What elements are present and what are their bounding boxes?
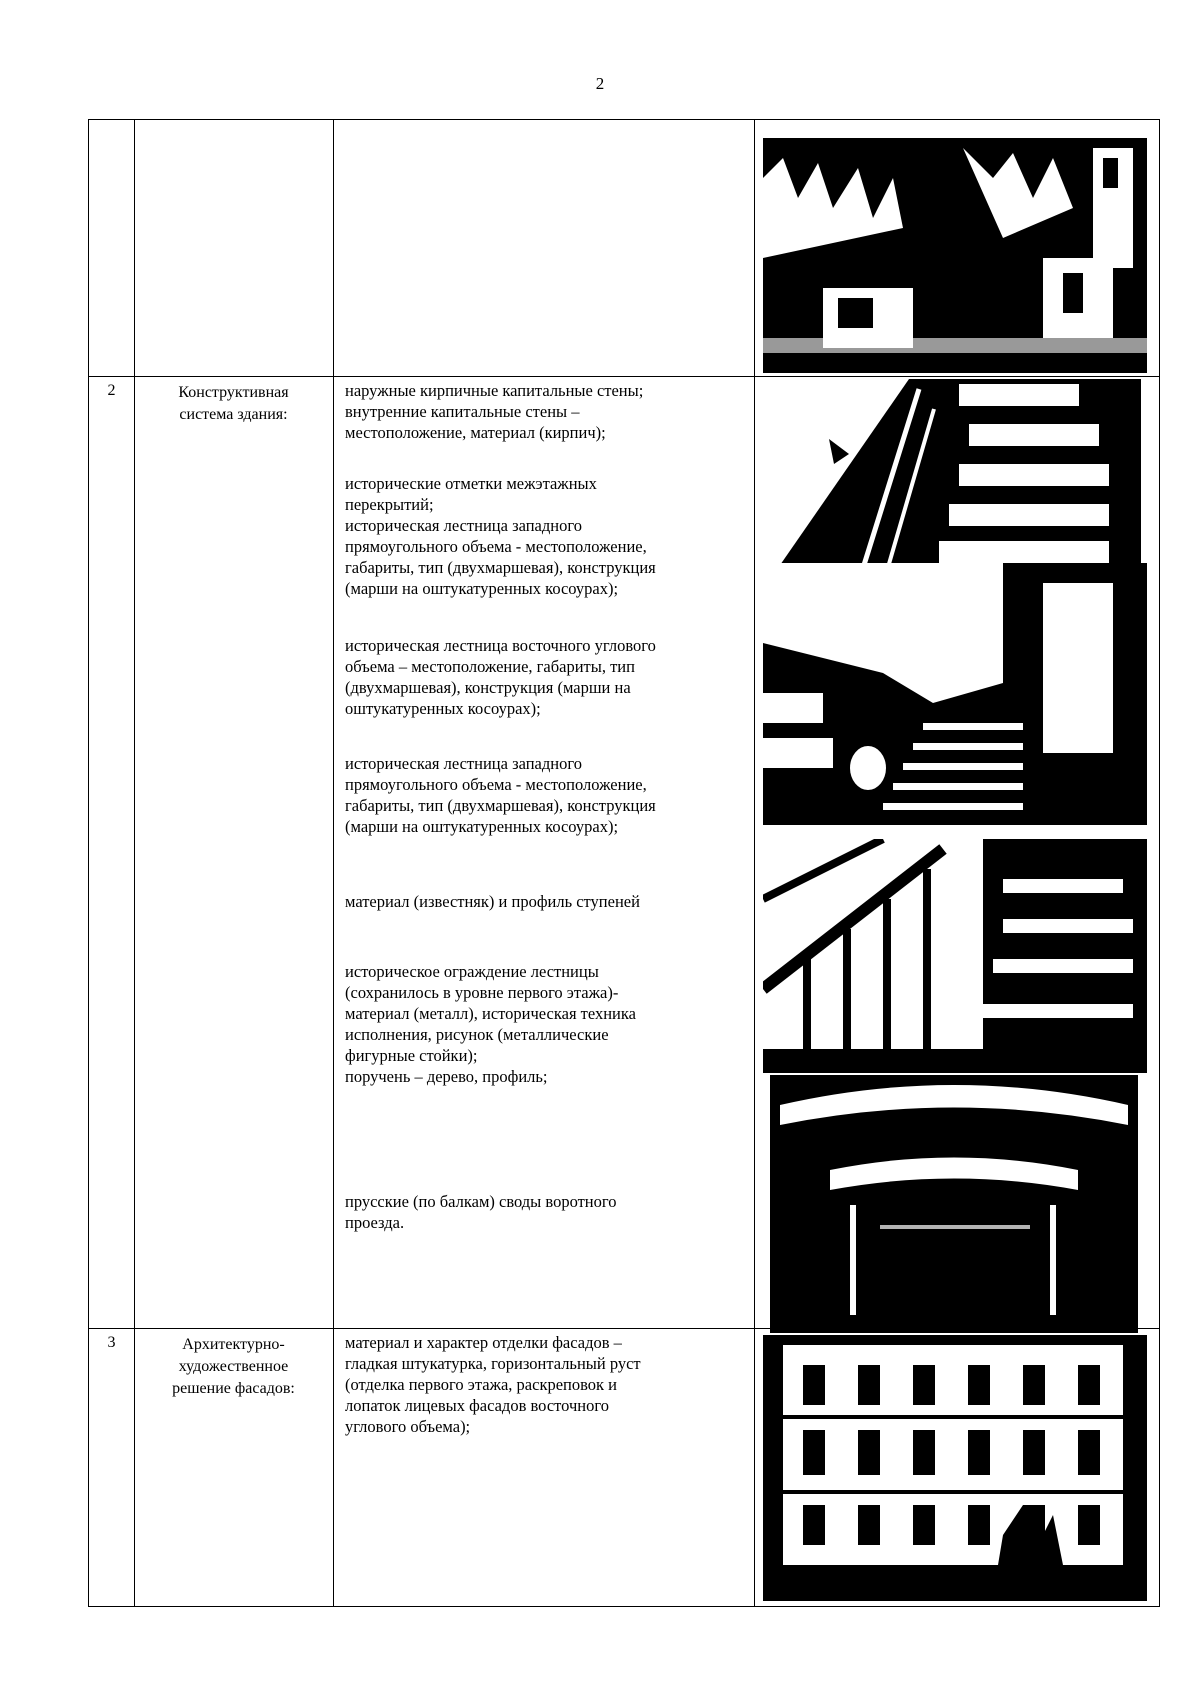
row-number: 2: [107, 382, 116, 399]
row-title: [134, 382, 333, 426]
description-paragraph: [345, 961, 745, 1087]
text-line: углового объема);: [345, 1417, 471, 1436]
text-line: габариты, тип (двухмаршевая), конструкция: [345, 558, 656, 577]
text-line: наружные кирпичные капитальные стены;: [345, 381, 644, 400]
page-number: 2: [595, 74, 605, 93]
description-paragraph: [345, 753, 745, 837]
photo-stair-railing-icon: [763, 839, 1147, 1073]
text-line: исполнения, рисунок (металлические: [345, 1025, 609, 1044]
text-line: (марши на оштукатуренных косоурах);: [345, 817, 619, 836]
description-paragraph: [345, 473, 745, 599]
text-line: габариты, тип (двухмаршевая), конструкция: [345, 796, 656, 815]
photo-facade-icon: [763, 1335, 1147, 1601]
text-line: историческая лестница восточного углового: [345, 636, 656, 655]
text-line: (отделка первого этажа, раскреповок и: [345, 1375, 618, 1394]
text-line: историческая лестница западного: [345, 516, 582, 535]
text-line: лопаток лицевых фасадов восточного: [345, 1396, 609, 1415]
photo-vaulted-passage-icon: [770, 1075, 1138, 1333]
text-line: проезда.: [345, 1213, 405, 1232]
text-line: (сохранилось в уровне первого этажа)-: [345, 983, 619, 1002]
photo-staircase-west-icon: [769, 379, 1141, 581]
text-line: материал (металл), историческая техника: [345, 1004, 636, 1023]
text-line: (двухмаршевая), конструкция (марши на: [345, 678, 631, 697]
description-paragraph: [345, 1332, 745, 1437]
text-line: прямоугольного объема - местоположение,: [345, 775, 647, 794]
photo-courtyard-trees-icon: [763, 138, 1147, 373]
text-line: прямоугольного объема - местоположение,: [345, 537, 647, 556]
description-paragraph: [345, 891, 745, 912]
photo-staircase-east-icon: [763, 563, 1147, 825]
description-paragraph: [345, 635, 745, 719]
text-line: фигурные стойки);: [345, 1046, 478, 1065]
text-line: оштукатуренных косоурах);: [345, 699, 541, 718]
row-title-line: Архитектурно-: [182, 1336, 285, 1353]
column-divider: [333, 120, 334, 1606]
heritage-table: [88, 119, 1160, 1607]
text-line: гладкая штукатурка, горизонтальный руст: [345, 1354, 641, 1373]
row-title-line: система здания:: [179, 406, 288, 423]
text-line: поручень – дерево, профиль;: [345, 1067, 548, 1086]
row-title-line: художественное: [178, 1358, 289, 1375]
text-line: исторические отметки межэтажных: [345, 474, 597, 493]
text-line: материал и характер отделки фасадов –: [345, 1333, 622, 1352]
row-title-line: решение фасадов:: [172, 1380, 295, 1397]
row-divider: [89, 376, 1159, 377]
row-title-line: Конструктивная: [178, 384, 289, 401]
column-divider: [754, 120, 755, 1606]
text-line: историческое ограждение лестницы: [345, 962, 599, 981]
text-line: перекрытий;: [345, 495, 434, 514]
text-line: прусские (по балкам) своды воротного: [345, 1192, 617, 1211]
text-line: (марши на оштукатуренных косоурах);: [345, 579, 619, 598]
text-line: внутренние капитальные стены –: [345, 402, 580, 421]
text-line: местоположение, материал (кирпич);: [345, 423, 606, 442]
row-number: 3: [107, 1334, 116, 1351]
text-line: объема – местоположение, габариты, тип: [345, 657, 635, 676]
row-title: [134, 1334, 333, 1400]
description-paragraph: [345, 380, 745, 443]
text-line: историческая лестница западного: [345, 754, 582, 773]
text-line: материал (известняк) и профиль ступеней: [345, 892, 640, 911]
description-paragraph: [345, 1191, 745, 1233]
